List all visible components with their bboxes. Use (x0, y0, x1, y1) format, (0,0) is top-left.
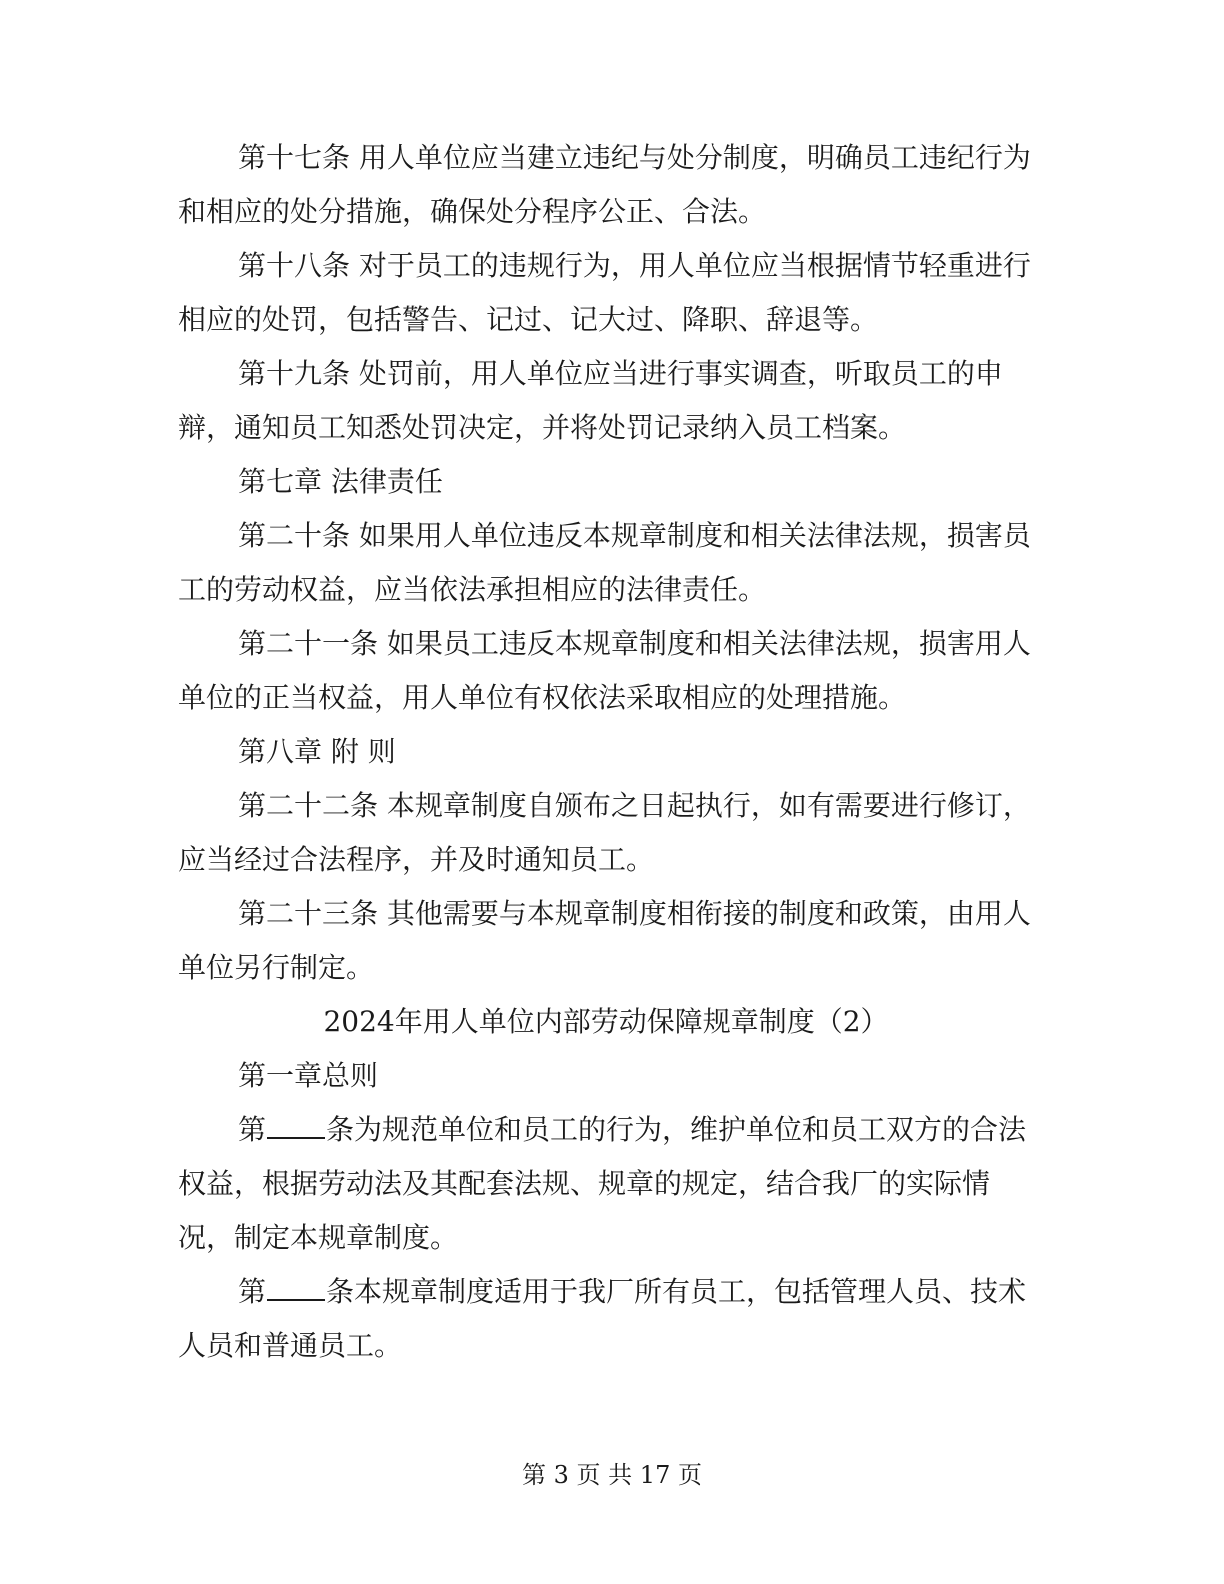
paragraph-line: 单位另行制定。 (178, 951, 375, 984)
article-prefix: 第 (238, 1275, 267, 1308)
article-text: 条本规章制度适用于我厂所有员工，包括管理人员、技术 (326, 1275, 1027, 1308)
paragraph-line: 单位的正当权益，用人单位有权依法采取相应的处理措施。 (178, 681, 907, 714)
paragraph-line: 和相应的处分措施，确保处分程序公正、合法。 (178, 195, 767, 228)
paragraph-line: 相应的处罚，包括警告、记过、记大过、降职、辞退等。 (178, 303, 879, 336)
paragraph-line: 第十七条 用人单位应当建立违纪与处分制度，明确员工违纪行为 (238, 141, 1031, 174)
chapter-heading: 第八章 附 则 (238, 735, 396, 768)
paragraph-line: 第二十三条 其他需要与本规章制度相衔接的制度和政策，由用人 (238, 897, 1031, 930)
paragraph-line: 第十八条 对于员工的违规行为，用人单位应当根据情节轻重进行 (238, 249, 1031, 282)
paragraph-line (178, 1265, 1034, 1319)
paragraph-line: 第二十条 如果用人单位违反本规章制度和相关法律法规，损害员 (238, 519, 1031, 552)
page-number-footer: 第 3 页 共 17 页 (522, 1461, 702, 1489)
document-body (178, 131, 1034, 1373)
paragraph-line: 第十九条 处罚前，用人单位应当进行事实调查，听取员工的申 (238, 357, 1003, 390)
paragraph-line: 况，制定本规章制度。 (178, 1221, 459, 1254)
article-number-blank (267, 1273, 325, 1301)
paragraph-line: 第二十一条 如果员工违反本规章制度和相关法律法规，损害用人 (238, 627, 1031, 660)
paragraph-line: 辩，通知员工知悉处罚决定，并将处罚记录纳入员工档案。 (178, 411, 907, 444)
paragraph-line: 第二十二条 本规章制度自颁布之日起执行，如有需要进行修订， (238, 789, 1031, 822)
article-prefix: 第 (238, 1113, 267, 1146)
paragraph-line: 工的劳动权益，应当依法承担相应的法律责任。 (178, 573, 767, 606)
paragraph-line: 人员和普通员工。 (178, 1329, 403, 1362)
article-text: 条为规范单位和员工的行为，维护单位和员工双方的合法 (326, 1113, 1027, 1146)
chapter-heading: 第七章 法律责任 (238, 465, 443, 498)
section-title: 2024年用人单位内部劳动保障规章制度（2） (323, 1005, 889, 1038)
paragraph-line (178, 1103, 1034, 1157)
chapter-heading: 第一章总则 (238, 1059, 379, 1092)
paragraph-line: 应当经过合法程序，并及时通知员工。 (178, 843, 655, 876)
paragraph-line: 权益，根据劳动法及其配套法规、规章的规定，结合我厂的实际情 (178, 1167, 991, 1200)
article-number-blank (267, 1111, 325, 1139)
